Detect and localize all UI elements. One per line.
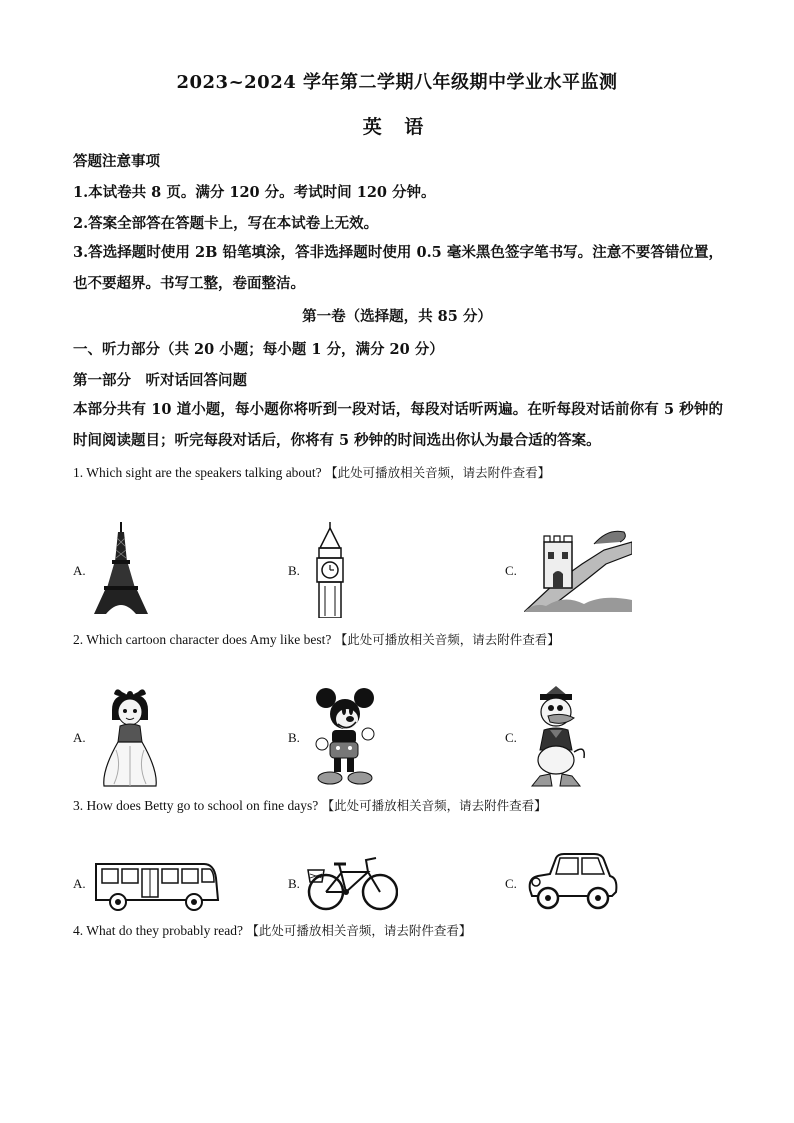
note-item-2: 2.答案全部答在答题卡上，写在本试卷上无效。: [73, 215, 379, 232]
big-ben-icon[interactable]: [314, 522, 346, 618]
question-3: [73, 796, 547, 814]
option-label[interactable]: C.: [505, 563, 517, 578]
exam-title: 2023~2024 学年第二学期八年级期中学业水平监测: [176, 72, 618, 93]
audio-note[interactable]: 【此处可播放相关音频，请去附件查看】: [321, 798, 547, 813]
question-text: 1. Which sight are the speakers talking about?: [73, 465, 322, 480]
audio-note[interactable]: 【此处可播放相关音频，请去附件查看】: [334, 632, 560, 647]
question-1: [73, 463, 550, 481]
eiffel-tower-icon[interactable]: [93, 522, 149, 614]
question-4: [73, 921, 471, 939]
option-label[interactable]: A.: [73, 876, 86, 891]
bus-icon[interactable]: [94, 860, 220, 912]
notes-heading: 答题注意事项: [73, 153, 160, 170]
option-label[interactable]: C.: [505, 730, 517, 745]
great-wall-icon[interactable]: [524, 524, 632, 612]
snow-white-icon[interactable]: [100, 686, 160, 788]
option-label[interactable]: B.: [288, 876, 300, 891]
donald-duck-icon[interactable]: [526, 686, 588, 788]
exam-subject: 英 语: [362, 116, 432, 138]
note-item-3: 3.答选择题时使用 2B 铅笔填涂，答非选择题时使用 0.5 毫米黑色签字笔书写。注意不要答错位置，也不要超界。书写工整，卷面整洁。: [73, 244, 723, 292]
question-text: 3. How does Betty go to school on fine days?: [73, 798, 319, 813]
part-title: 第一部分 听对话回答问题: [73, 372, 247, 389]
car-icon[interactable]: [524, 852, 620, 912]
option-label[interactable]: C.: [505, 876, 517, 891]
note-item-1: 1.本试卷共 8 页。满分 120 分。考试时间 120 分钟。: [73, 184, 436, 201]
part-instruction: 本部分共有 10 道小题，每小题你将听到一段对话，每段对话听两遍。在听每段对话前你有 5 秒钟的时间阅读题目；听完每段对话后，你将有 5 秒钟的时间选出你认为最合适的答案。: [73, 401, 723, 449]
question-text: 2. Which cartoon character does Amy like best?: [73, 632, 332, 647]
option-label[interactable]: A.: [73, 563, 86, 578]
volume-title: 第一卷（选择题，共 85 分）: [302, 308, 492, 325]
audio-note[interactable]: 【此处可播放相关音频，请去附件查看】: [246, 923, 472, 938]
option-label[interactable]: A.: [73, 730, 86, 745]
mickey-mouse-icon[interactable]: [314, 686, 378, 786]
bicycle-icon[interactable]: [306, 852, 398, 912]
section-title: 一、听力部分（共 20 小题；每小题 1 分，满分 20 分）: [73, 341, 444, 358]
option-label[interactable]: B.: [288, 730, 300, 745]
question-2: [73, 630, 560, 648]
question-text: 4. What do they probably read?: [73, 923, 243, 938]
option-label[interactable]: B.: [288, 563, 300, 578]
audio-note[interactable]: 【此处可播放相关音频，请去附件查看】: [325, 465, 551, 480]
